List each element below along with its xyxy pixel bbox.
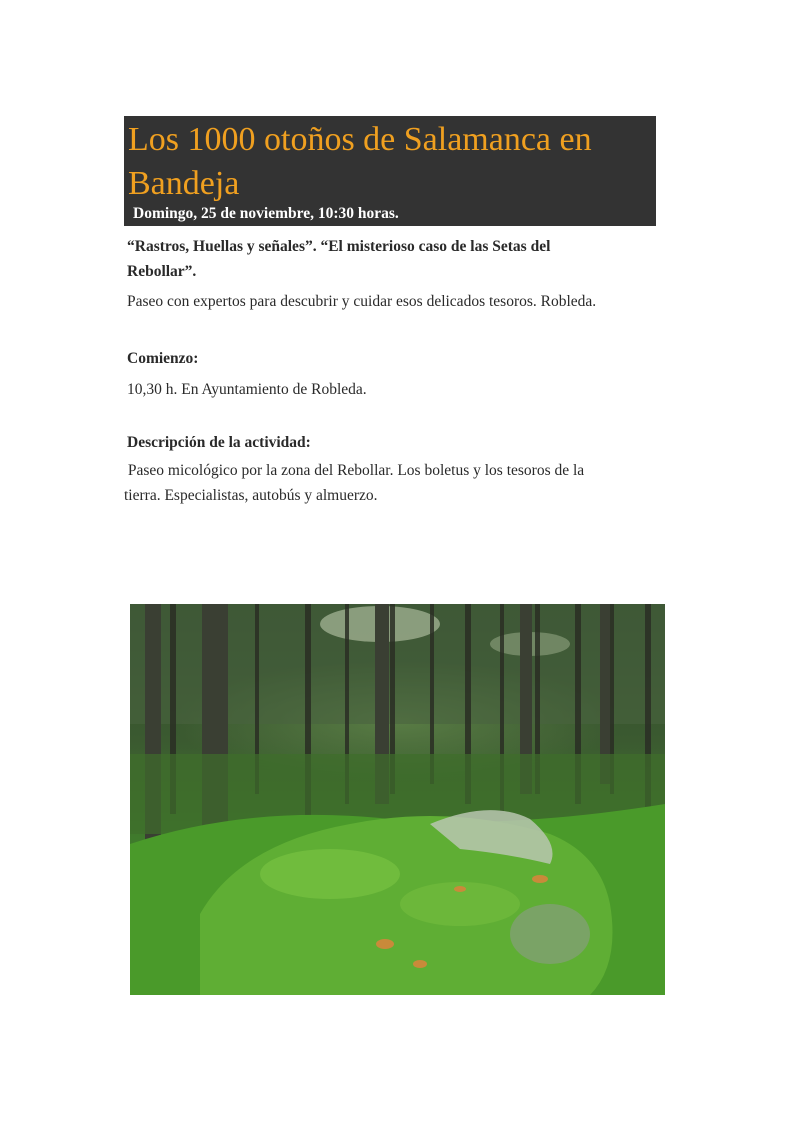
page-title: Los 1000 otoños de Salamanca en Bandeja — [128, 121, 592, 202]
comienzo-value: 10,30 h. En Ayuntamiento de Robleda. — [127, 381, 367, 398]
descripcion-label: Descripción de la actividad: — [127, 434, 311, 451]
descripcion-line-1: Paseo micológico por la zona del Rebollar. Los boletus y los tesoros de la — [124, 462, 585, 479]
header-banner — [124, 116, 656, 226]
comienzo-label: Comienzo: — [127, 350, 199, 367]
descripcion-value — [124, 458, 644, 508]
descripcion-line-2: tierra. Especialistas, autobús y almuerzo. — [124, 487, 378, 504]
event-subtitle-line-1: “Rastros, Huellas y señales”. “El misterioso caso de las Setas del — [127, 238, 551, 255]
forest-illustration — [130, 604, 665, 995]
event-subtitle — [127, 234, 647, 284]
event-date: Domingo, 25 de noviembre, 10:30 horas. — [133, 205, 399, 222]
forest-photo — [130, 604, 665, 995]
event-summary: Paseo con expertos para descubrir y cuidar esos delicados tesoros. Robleda. — [127, 293, 597, 310]
event-subtitle-line-2: Rebollar”. — [127, 263, 197, 280]
